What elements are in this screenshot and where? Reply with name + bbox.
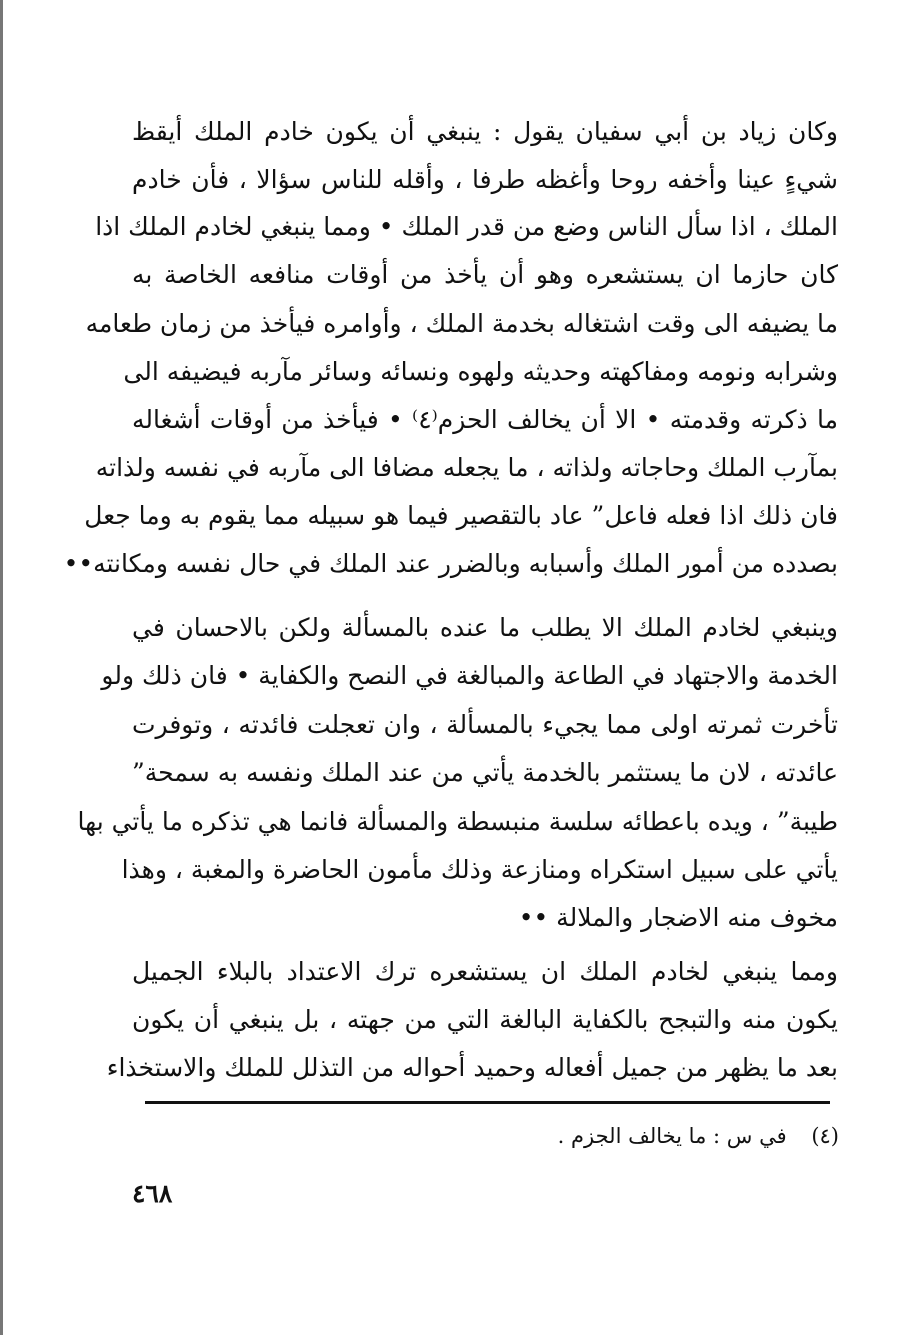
body-line: وكان زياد بن أبي سفيان يقول : ينبغي أن يكون خادم الملك أيقظ — [132, 117, 838, 146]
body-line: شيءٍ عينا وأخفه روحا وأغظه طرفا ، وأقله للناس سؤالا ، فأن خادم — [132, 165, 838, 194]
footnote-number: (٤) — [811, 1124, 839, 1148]
body-line: كان حازما ان يستشعره وهو أن يأخذ من أوقات منافعه الخاصة به — [132, 260, 838, 289]
body-line: الخدمة والاجتهاد في الطاعة والمبالغة في النصح والكفاية • فان ذلك ولو — [101, 661, 838, 690]
body-line: عائدته ، لان ما يستثمر بالخدمة يأتي من عند الملك ونفسه به سمحة” — [132, 758, 838, 787]
body-line: الملك ، اذا سأل الناس وضع من قدر الملك • ومما ينبغي لخادم الملك اذا — [95, 212, 838, 241]
body-line: بمآرب الملك وحاجاته ولذاته ، ما يجعله مضافا الى مآربه في نفسه ولذاته — [95, 453, 838, 482]
body-line: ما يضيفه الى وقت اشتغاله بخدمة الملك ، وأوامره فيأخذ من زمان طعامه — [85, 309, 838, 338]
body-line: فان ذلك اذا فعله فاعل” عاد بالتقصير فيما هو سبيله مما يقوم به وما جعل — [84, 501, 838, 530]
footnote-text: في س : ما يخالف الجزم . — [557, 1124, 787, 1148]
body-line: وشرابه ونومه ومفاكهته وحديثه ولهوه ونسائه وسائر مآربه فيضيفه الى — [123, 357, 838, 386]
body-line: تأخرت ثمرته اولى مما يجيء بالمسألة ، وان تعجلت فائدته ، وتوفرت — [132, 710, 838, 739]
body-line: يأتي على سبيل استكراه ومنازعة وذلك مأمون الحاضرة والمغبة ، وهذا — [121, 855, 838, 884]
footnote — [558, 1120, 839, 1152]
page-edge-shadow — [0, 0, 3, 1335]
footnote-divider — [145, 1101, 830, 1104]
body-line: بعد ما يظهر من جميل أفعاله وحميد أحواله من التذلل للملك والاستخذاء — [106, 1053, 838, 1082]
body-line: ومما ينبغي لخادم الملك ان يستشعره ترك الاعتداد بالبلاء الجميل — [132, 957, 838, 986]
body-line: يكون منه والتبجح بالكفاية البالغة التي من جهته ، بل ينبغي أن يكون — [132, 1005, 838, 1034]
body-line: طيبة” ، ويده باعطائه سلسة منبسطة والمسألة فانما هي تذكره ما يأتي بها — [77, 807, 838, 836]
page-number: ٤٦٨ — [132, 1179, 173, 1208]
body-line: مخوف منه الاضجار والملالة •• — [518, 903, 838, 932]
body-line: وينبغي لخادم الملك الا يطلب ما عنده بالمسألة ولكن بالاحسان في — [132, 613, 838, 642]
body-line: بصدده من أمور الملك وأسبابه وبالضرر عند الملك في حال نفسه ومكانته•• — [63, 549, 838, 578]
body-line: ما ذكرته وقدمته • الا أن يخالف الحزم⁽٤⁾ • فيأخذ من أوقات أشغاله — [132, 405, 838, 434]
